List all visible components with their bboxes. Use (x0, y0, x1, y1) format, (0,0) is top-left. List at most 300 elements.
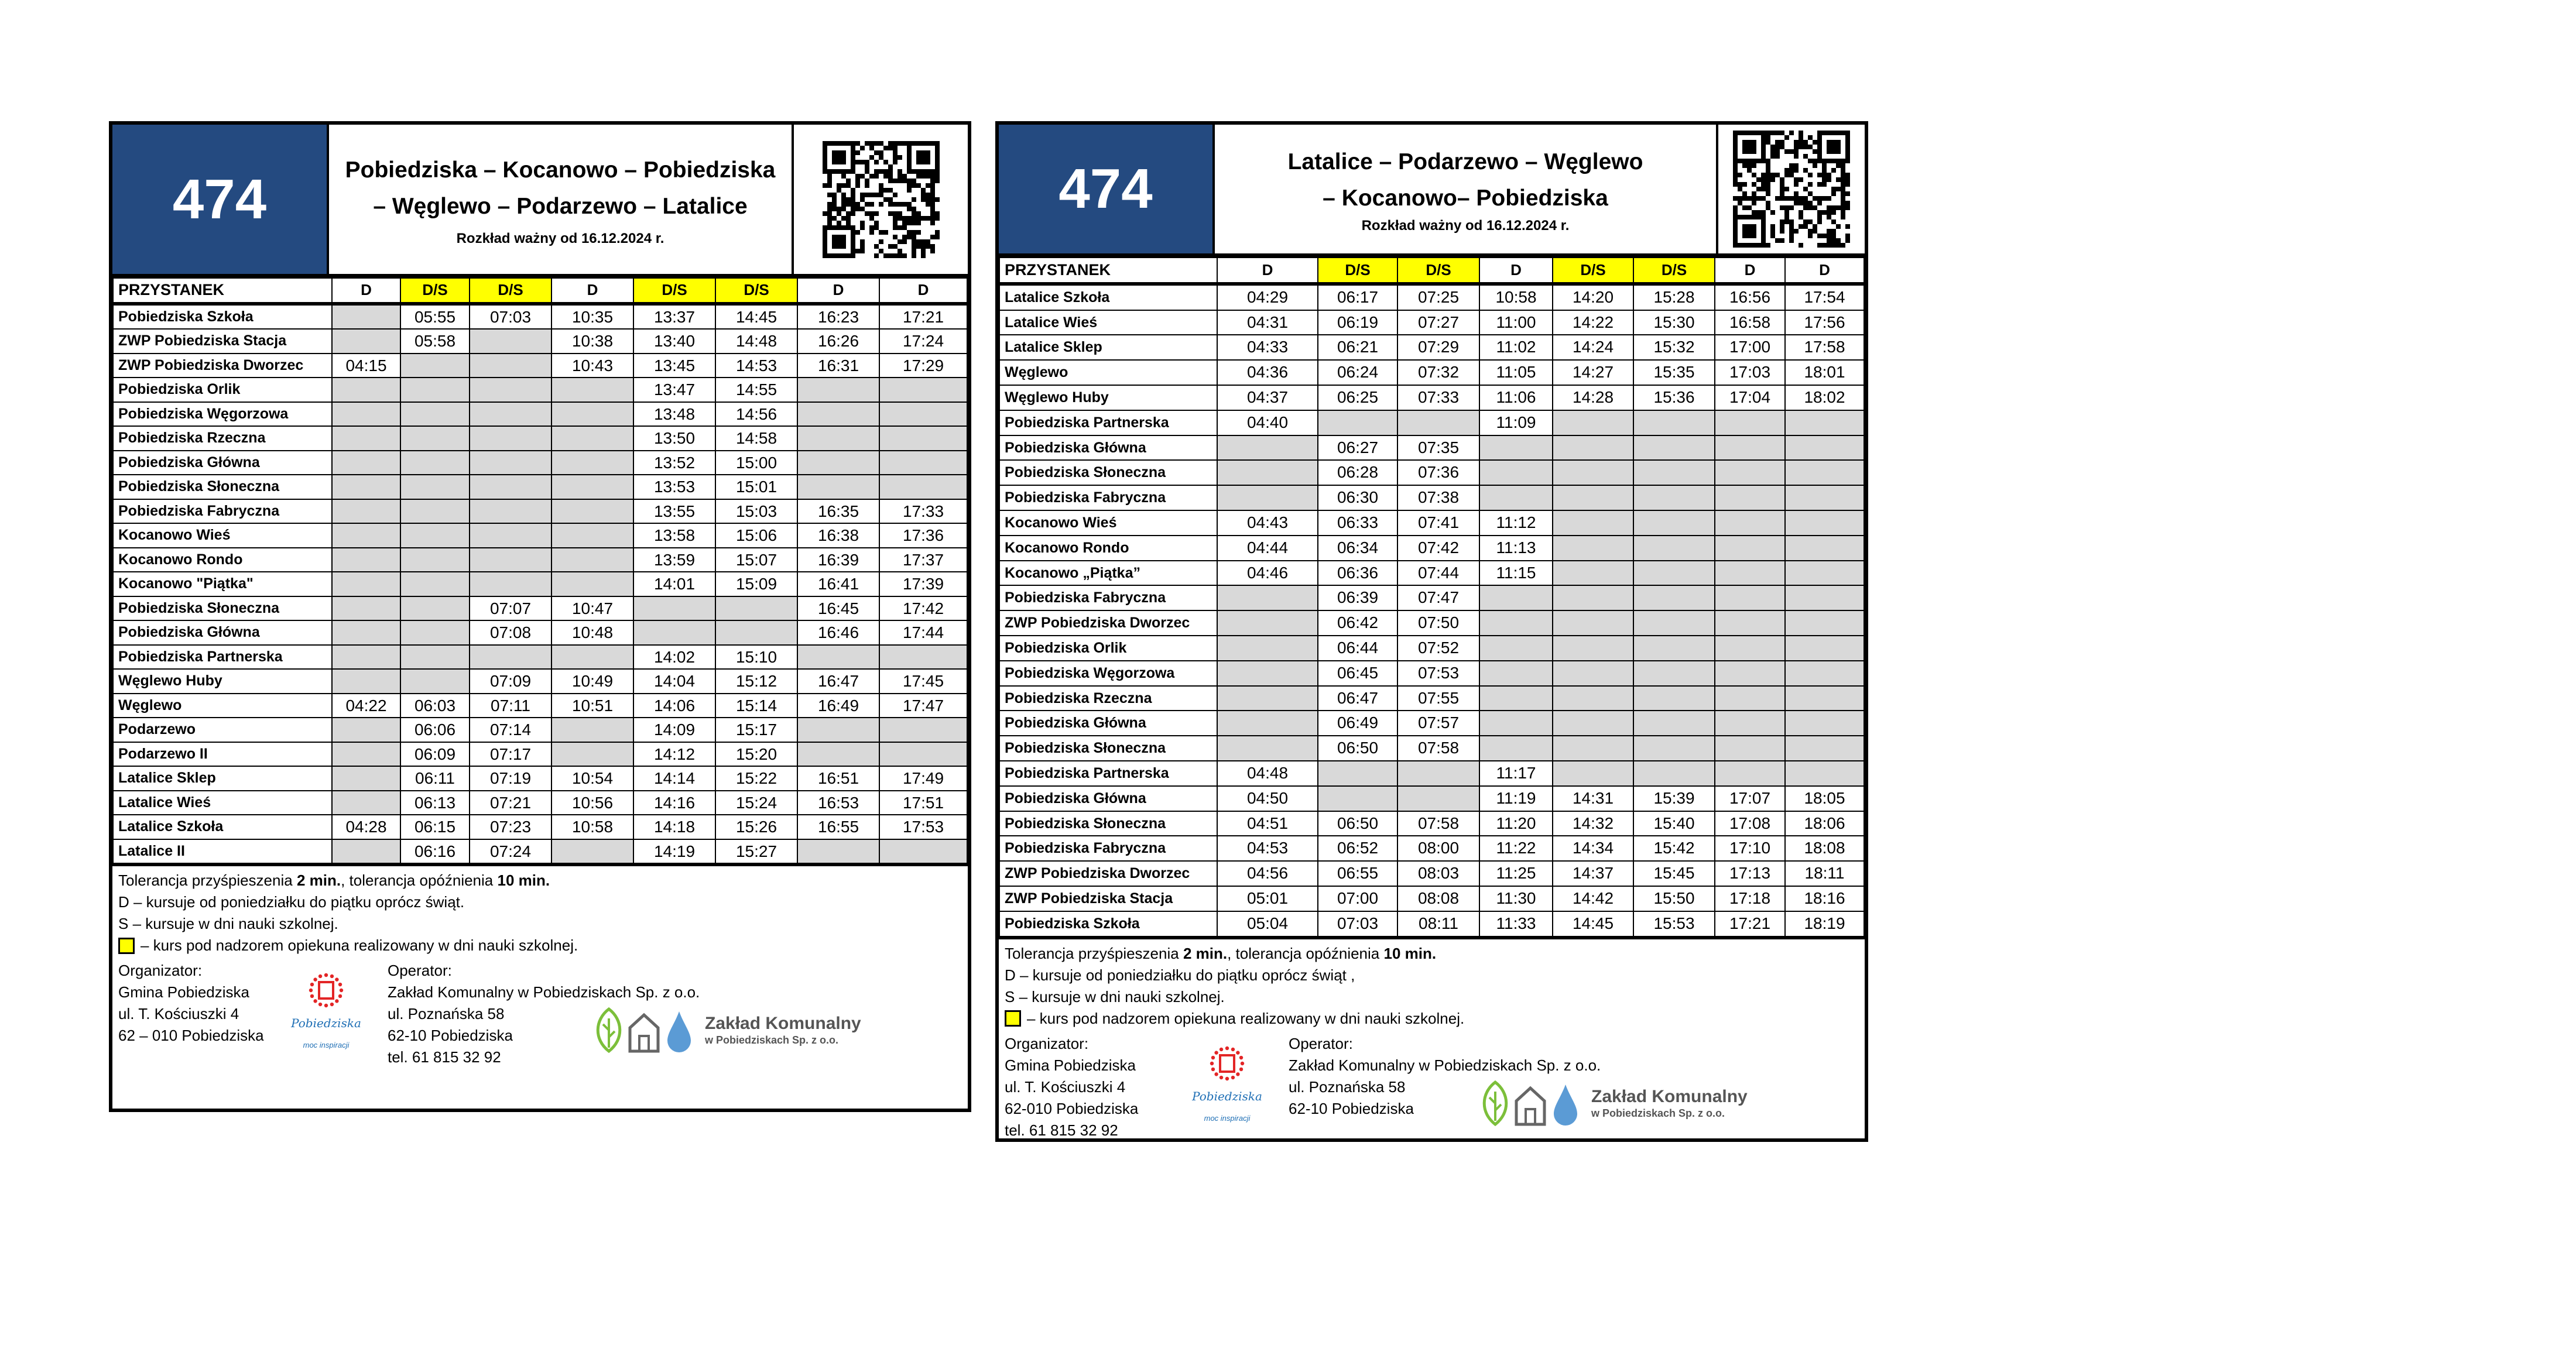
departure-time (1397, 410, 1479, 435)
departure-time (400, 620, 470, 645)
stop-name: Latalice Szkoła (999, 284, 1217, 310)
departure-time (1217, 435, 1318, 461)
departure-time (470, 402, 551, 427)
route-title-line-2: – Kocanowo– Pobiedziska (1323, 186, 1608, 211)
departure-time: 17:00 (1715, 335, 1785, 360)
stop-name: Pobiedziska Partnerska (999, 761, 1217, 786)
departure-time (1785, 585, 1864, 610)
departure-time: 07:32 (1397, 360, 1479, 385)
departure-time (797, 426, 879, 451)
departure-time: 06:33 (1318, 510, 1397, 536)
departure-time: 17:04 (1715, 385, 1785, 410)
timetable-header (999, 125, 1865, 257)
departure-time (1785, 636, 1864, 661)
departure-time: 11:09 (1479, 410, 1553, 435)
service-column-header: D (551, 278, 633, 304)
departure-time: 15:28 (1633, 284, 1715, 310)
departure-time (332, 596, 400, 621)
departure-time: 04:37 (1217, 385, 1318, 410)
departure-time: 07:57 (1397, 711, 1479, 736)
departure-time (470, 499, 551, 524)
departure-time: 14:12 (633, 742, 715, 767)
departure-time (1633, 585, 1715, 610)
departure-time (400, 548, 470, 572)
departure-time: 05:58 (400, 329, 470, 354)
departure-time (1785, 485, 1864, 510)
stop-name: Pobiedziska Słoneczna (999, 460, 1217, 485)
departure-time: 17:49 (879, 766, 967, 791)
departure-time (332, 475, 400, 499)
departure-time: 14:14 (633, 766, 715, 791)
organizer-block: Organizator: Gmina Pobiedziska ul. T. Kościuszki 4 62 – 010 Pobiedziska (118, 962, 264, 1044)
table-row (113, 304, 967, 330)
departure-time: 15:27 (715, 839, 797, 865)
departure-time: 17:45 (879, 669, 967, 694)
departure-time (400, 426, 470, 451)
departure-time: 16:49 (797, 694, 879, 718)
departure-time (551, 499, 633, 524)
departure-time (332, 839, 400, 865)
departure-time: 04:46 (1217, 561, 1318, 586)
stop-name: Pobiedziska Główna (999, 711, 1217, 736)
leaf-house-drop-icon (592, 1007, 698, 1054)
departure-time (400, 645, 470, 670)
table-row (999, 886, 1864, 911)
departure-time: 07:55 (1397, 686, 1479, 711)
departure-time (1553, 686, 1633, 711)
departure-time (1553, 435, 1633, 461)
table-row (999, 686, 1864, 711)
stop-name: Latalice Szkoła (113, 815, 332, 839)
departure-time: 14:53 (715, 354, 797, 378)
departure-time (1633, 636, 1715, 661)
departure-time (470, 645, 551, 670)
stop-name: Podarzewo (113, 718, 332, 742)
departure-time (1553, 636, 1633, 661)
note-d: D – kursuje od poniedziałku do piątku oprócz świąt , (1005, 966, 1355, 984)
departure-time (1633, 485, 1715, 510)
departure-time: 07:24 (470, 839, 551, 865)
departure-time (1633, 561, 1715, 586)
route-number: 474 (999, 125, 1215, 253)
departure-time (332, 548, 400, 572)
departure-time: 06:39 (1318, 585, 1397, 610)
departure-time: 17:58 (1785, 335, 1864, 360)
departure-time: 16:55 (797, 815, 879, 839)
departure-time: 15:30 (1633, 310, 1715, 335)
departure-time (1318, 761, 1397, 786)
table-row (999, 636, 1864, 661)
departure-time: 07:17 (470, 742, 551, 767)
departure-time: 11:00 (1479, 310, 1553, 335)
departure-time: 15:20 (715, 742, 797, 767)
departure-time: 11:25 (1479, 861, 1553, 886)
table-row (113, 791, 967, 815)
departure-time (1217, 686, 1318, 711)
departure-time: 04:43 (1217, 510, 1318, 536)
departure-time: 14:24 (1553, 335, 1633, 360)
departure-time: 18:11 (1785, 861, 1864, 886)
departure-time (797, 451, 879, 475)
departure-time: 07:36 (1397, 460, 1479, 485)
departure-time (1785, 736, 1864, 761)
departure-time: 06:21 (1318, 335, 1397, 360)
pobiedziska-logo: Pobiedziska moc inspiracji (1189, 1039, 1265, 1127)
table-row (999, 284, 1864, 310)
departure-time (1553, 510, 1633, 536)
table-row (113, 620, 967, 645)
departure-time (470, 354, 551, 378)
zaklad-komunalny-logo: Zakład Komunalny w Pobiedziskach Sp. z o.o. (1479, 1080, 1748, 1127)
departure-time: 05:01 (1217, 886, 1318, 911)
departure-time (879, 742, 967, 767)
departure-time: 04:28 (332, 815, 400, 839)
departure-time (400, 499, 470, 524)
departure-time: 14:02 (633, 645, 715, 670)
footer (999, 1033, 1865, 1168)
departure-time: 16:53 (797, 791, 879, 815)
departure-time (797, 378, 879, 402)
departure-time: 16:46 (797, 620, 879, 645)
service-column-header: D (797, 278, 879, 304)
route-title-line-2: – Węglewo – Podarzewo – Latalice (373, 193, 748, 219)
stop-name: Pobiedziska Węgorzowa (113, 402, 332, 427)
zaklad-komunalny-logo: Zakład Komunalny w Pobiedziskach Sp. z o.o. (592, 1007, 861, 1054)
departure-time (879, 645, 967, 670)
departure-time (1553, 460, 1633, 485)
departure-time: 14:56 (715, 402, 797, 427)
departure-time: 15:10 (715, 645, 797, 670)
departure-time (1633, 536, 1715, 561)
departure-time: 13:48 (633, 402, 715, 427)
departure-time: 16:58 (1715, 310, 1785, 335)
departure-time (1715, 435, 1785, 461)
stop-name: Kocanowo „Piątka” (999, 561, 1217, 586)
departure-time (1318, 786, 1397, 811)
departure-time: 06:45 (1318, 661, 1397, 686)
tolerance-note: Tolerancja przyśpieszenia 2 min., tolerancja opóźnienia 10 min. (1005, 944, 1437, 962)
departure-time: 15:01 (715, 475, 797, 499)
departure-time: 14:16 (633, 791, 715, 815)
departure-time: 04:51 (1217, 811, 1318, 836)
timetable-grid (999, 257, 1865, 939)
departure-time: 16:31 (797, 354, 879, 378)
departure-time: 14:28 (1553, 385, 1633, 410)
departure-time (633, 596, 715, 621)
departure-time: 13:47 (633, 378, 715, 402)
departure-time: 10:58 (1479, 284, 1553, 310)
route-title-line-1: Pobiedziska – Kocanowo – Pobiedziska (345, 157, 776, 183)
departure-time (1217, 485, 1318, 510)
departure-time (551, 742, 633, 767)
departure-time: 06:49 (1318, 711, 1397, 736)
departure-time: 17:51 (879, 791, 967, 815)
departure-time (332, 620, 400, 645)
departure-time (1715, 410, 1785, 435)
stop-name: Latalice Sklep (113, 766, 332, 791)
departure-time (1715, 561, 1785, 586)
departure-time (551, 572, 633, 596)
departure-time: 04:33 (1217, 335, 1318, 360)
departure-time: 11:19 (1479, 786, 1553, 811)
departure-time (1785, 460, 1864, 485)
timetable-header (112, 125, 968, 277)
departure-time (400, 669, 470, 694)
departure-time: 17:21 (1715, 911, 1785, 938)
stop-name: Węglewo (999, 360, 1217, 385)
departure-time (332, 742, 400, 767)
departure-time: 16:47 (797, 669, 879, 694)
departure-time (400, 475, 470, 499)
route-title (1215, 125, 1718, 253)
departure-time: 16:39 (797, 548, 879, 572)
departure-time (1633, 410, 1715, 435)
table-row (999, 460, 1864, 485)
departure-time: 17:36 (879, 523, 967, 548)
departure-time: 14:19 (633, 839, 715, 865)
departure-time: 15:03 (715, 499, 797, 524)
service-column-header: D/S (400, 278, 470, 304)
stop-name: Podarzewo II (113, 742, 332, 767)
stop-name: Pobiedziska Szkoła (999, 911, 1217, 938)
departure-time: 08:08 (1397, 886, 1479, 911)
departure-time (470, 329, 551, 354)
stop-name: Pobiedziska Orlik (113, 378, 332, 402)
departure-time (551, 451, 633, 475)
departure-time (1553, 585, 1633, 610)
departure-time (332, 766, 400, 791)
departure-time: 14:58 (715, 426, 797, 451)
departure-time (1479, 485, 1553, 510)
table-row (999, 536, 1864, 561)
departure-time: 11:13 (1479, 536, 1553, 561)
departure-time (1217, 460, 1318, 485)
departure-time (1785, 561, 1864, 586)
departure-time (1715, 711, 1785, 736)
departure-time: 06:25 (1318, 385, 1397, 410)
departure-time: 07:14 (470, 718, 551, 742)
departure-time (1785, 510, 1864, 536)
departure-time: 07:11 (470, 694, 551, 718)
departure-time: 11:33 (1479, 911, 1553, 938)
departure-time: 16:45 (797, 596, 879, 621)
departure-time (470, 378, 551, 402)
departure-time: 15:35 (1633, 360, 1715, 385)
table-row (999, 711, 1864, 736)
departure-time (332, 791, 400, 815)
departure-time (332, 378, 400, 402)
table-row (113, 766, 967, 791)
departure-time: 14:04 (633, 669, 715, 694)
table-row (999, 661, 1864, 686)
table-row (113, 451, 967, 475)
departure-time: 15:14 (715, 694, 797, 718)
departure-time (1553, 485, 1633, 510)
stop-name: Pobiedziska Fabryczna (999, 585, 1217, 610)
service-column-header: D/S (633, 278, 715, 304)
table-row (999, 811, 1864, 836)
table-row (999, 836, 1864, 861)
service-column-header: D/S (1318, 258, 1397, 284)
stop-name: Pobiedziska Partnerska (113, 645, 332, 670)
departure-time (1785, 610, 1864, 636)
stop-name: ZWP Pobiedziska Dworzec (999, 861, 1217, 886)
departure-time (1553, 711, 1633, 736)
table-row (113, 718, 967, 742)
column-header-row (999, 258, 1864, 284)
note-s: S – kursuje w dni nauki szkolnej. (1005, 987, 1225, 1006)
departure-time (1479, 736, 1553, 761)
table-row (999, 360, 1864, 385)
stop-name: Kocanowo Wieś (113, 523, 332, 548)
table-row (113, 645, 967, 670)
service-column-header: D (1715, 258, 1785, 284)
departure-time: 14:32 (1553, 811, 1633, 836)
service-column-header: D/S (1633, 258, 1715, 284)
departure-time: 13:55 (633, 499, 715, 524)
departure-time: 15:24 (715, 791, 797, 815)
departure-time (1397, 761, 1479, 786)
departure-time: 07:53 (1397, 661, 1479, 686)
departure-time: 10:48 (551, 620, 633, 645)
departure-time: 06:11 (400, 766, 470, 791)
departure-time: 10:51 (551, 694, 633, 718)
departure-time (1715, 536, 1785, 561)
route-title (329, 125, 794, 274)
departure-time (1715, 686, 1785, 711)
departure-time: 07:41 (1397, 510, 1479, 536)
stop-column-header: PRZYSTANEK (113, 278, 332, 304)
departure-time (400, 354, 470, 378)
yellow-legend-icon (1005, 1010, 1021, 1027)
departure-time (1715, 460, 1785, 485)
table-row (999, 761, 1864, 786)
table-row (999, 435, 1864, 461)
stop-name: Pobiedziska Fabryczna (113, 499, 332, 524)
departure-time: 06:27 (1318, 435, 1397, 461)
departure-time: 04:50 (1217, 786, 1318, 811)
departure-time: 15:50 (1633, 886, 1715, 911)
departure-time (551, 426, 633, 451)
departure-time (332, 499, 400, 524)
stop-name: Latalice Wieś (999, 310, 1217, 335)
departure-time: 11:15 (1479, 561, 1553, 586)
departure-time (1553, 410, 1633, 435)
departure-time: 04:44 (1217, 536, 1318, 561)
departure-time (1715, 761, 1785, 786)
departure-time (1633, 610, 1715, 636)
departure-time (551, 839, 633, 865)
departure-time: 14:27 (1553, 360, 1633, 385)
departure-time: 07:47 (1397, 585, 1479, 610)
departure-time (1217, 636, 1318, 661)
departure-time: 14:20 (1553, 284, 1633, 310)
departure-time: 17:33 (879, 499, 967, 524)
departure-time (1553, 536, 1633, 561)
departure-time: 06:16 (400, 839, 470, 865)
departure-time: 06:19 (1318, 310, 1397, 335)
departure-time: 15:22 (715, 766, 797, 791)
departure-time (551, 378, 633, 402)
table-row (113, 475, 967, 499)
departure-time (400, 402, 470, 427)
note-yellow: – kurs pod nadzorem opiekuna realizowany w dni nauki szkolnej. (1005, 1008, 1859, 1030)
departure-time: 13:50 (633, 426, 715, 451)
departure-time: 15:12 (715, 669, 797, 694)
departure-time (470, 572, 551, 596)
table-row (999, 911, 1864, 938)
qr-code-icon (1718, 125, 1865, 253)
table-row (999, 310, 1864, 335)
departure-time (1785, 435, 1864, 461)
departure-time (797, 839, 879, 865)
departure-time: 06:47 (1318, 686, 1397, 711)
departure-time: 17:54 (1785, 284, 1864, 310)
departure-time: 17:29 (879, 354, 967, 378)
departure-time (1397, 786, 1479, 811)
departure-time: 07:08 (470, 620, 551, 645)
departure-time (400, 523, 470, 548)
table-row (999, 861, 1864, 886)
stop-name: Latalice Wieś (113, 791, 332, 815)
stop-name: Pobiedziska Fabryczna (999, 836, 1217, 861)
stop-name: ZWP Pobiedziska Stacja (999, 886, 1217, 911)
sun-emblem-icon (307, 972, 345, 1009)
departure-time: 13:59 (633, 548, 715, 572)
table-row (113, 572, 967, 596)
departure-time (1715, 736, 1785, 761)
departure-time: 07:29 (1397, 335, 1479, 360)
stop-name: Pobiedziska Orlik (999, 636, 1217, 661)
departure-time: 16:56 (1715, 284, 1785, 310)
departure-time (1715, 610, 1785, 636)
departure-time (797, 475, 879, 499)
stop-name: Pobiedziska Słoneczna (999, 736, 1217, 761)
departure-time (1715, 585, 1785, 610)
departure-time: 16:23 (797, 304, 879, 330)
departure-time (400, 378, 470, 402)
departure-time (1715, 636, 1785, 661)
table-row (113, 669, 967, 694)
departure-time (797, 402, 879, 427)
departure-time (1633, 435, 1715, 461)
departure-time: 04:40 (1217, 410, 1318, 435)
departure-time: 17:44 (879, 620, 967, 645)
service-column-header: D/S (1397, 258, 1479, 284)
departure-time: 15:00 (715, 451, 797, 475)
departure-time: 13:37 (633, 304, 715, 330)
stop-name: Kocanowo Rondo (113, 548, 332, 572)
departure-time (1217, 736, 1318, 761)
departure-time: 14:45 (1553, 911, 1633, 938)
departure-time (1715, 485, 1785, 510)
departure-time: 15:53 (1633, 911, 1715, 938)
stop-name: Pobiedziska Słoneczna (999, 811, 1217, 836)
table-row (999, 736, 1864, 761)
stop-name: Pobiedziska Główna (999, 435, 1217, 461)
departure-time: 06:36 (1318, 561, 1397, 586)
stop-name: Kocanowo "Piątka" (113, 572, 332, 596)
table-row (113, 402, 967, 427)
departure-time (879, 718, 967, 742)
departure-time: 18:16 (1785, 886, 1864, 911)
table-row (113, 378, 967, 402)
departure-time: 07:38 (1397, 485, 1479, 510)
table-row (113, 548, 967, 572)
stop-name: Pobiedziska Szkoła (113, 304, 332, 330)
departure-time: 15:32 (1633, 335, 1715, 360)
departure-time: 11:20 (1479, 811, 1553, 836)
